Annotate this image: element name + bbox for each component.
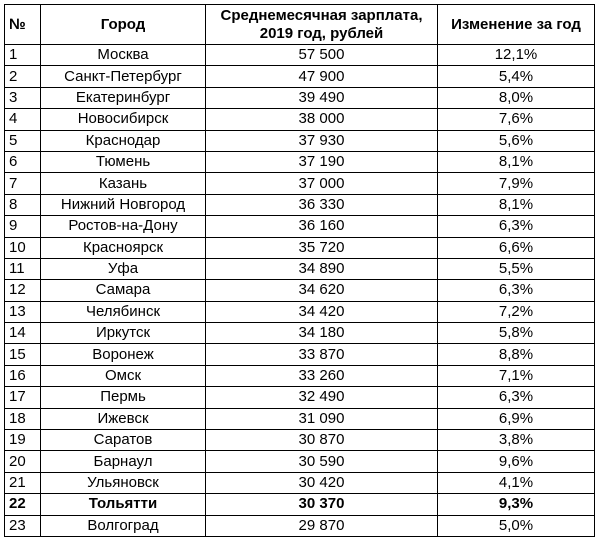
table-row [5, 344, 595, 365]
cell-change: 5,8% [438, 323, 595, 344]
header-change: Изменение за год [438, 5, 595, 45]
cell-salary: 30 370 [206, 494, 438, 515]
table-row [5, 451, 595, 472]
cell-number: 17 [5, 387, 41, 408]
cell-city: Санкт-Петербург [41, 66, 206, 87]
table-row [5, 387, 595, 408]
cell-city: Ижевск [41, 408, 206, 429]
cell-number: 2 [5, 66, 41, 87]
table-row [5, 66, 595, 87]
table-row [5, 408, 595, 429]
cell-change: 8,0% [438, 87, 595, 108]
cell-change: 4,1% [438, 472, 595, 493]
cell-change: 6,9% [438, 408, 595, 429]
cell-city: Казань [41, 173, 206, 194]
cell-salary: 37 190 [206, 151, 438, 172]
cell-salary: 33 870 [206, 344, 438, 365]
table-row [5, 301, 595, 322]
cell-city: Краснодар [41, 130, 206, 151]
cell-change: 7,9% [438, 173, 595, 194]
cell-salary: 30 870 [206, 430, 438, 451]
cell-salary: 31 090 [206, 408, 438, 429]
cell-change: 7,1% [438, 365, 595, 386]
cell-number: 14 [5, 323, 41, 344]
cell-salary: 38 000 [206, 109, 438, 130]
table-row [5, 194, 595, 215]
header-city: Город [41, 5, 206, 45]
cell-city: Иркутск [41, 323, 206, 344]
cell-number: 11 [5, 258, 41, 279]
cell-number: 5 [5, 130, 41, 151]
cell-city: Омск [41, 365, 206, 386]
cell-city: Барнаул [41, 451, 206, 472]
cell-salary: 36 330 [206, 194, 438, 215]
cell-number: 13 [5, 301, 41, 322]
table-row [5, 45, 595, 66]
cell-number: 18 [5, 408, 41, 429]
table-row [5, 280, 595, 301]
cell-number: 21 [5, 472, 41, 493]
table-row [5, 109, 595, 130]
cell-city: Красноярск [41, 237, 206, 258]
cell-change: 8,8% [438, 344, 595, 365]
table-row [5, 151, 595, 172]
cell-salary: 29 870 [206, 515, 438, 536]
cell-city: Новосибирск [41, 109, 206, 130]
cell-salary: 34 420 [206, 301, 438, 322]
cell-number: 22 [5, 494, 41, 515]
cell-change: 7,2% [438, 301, 595, 322]
table-body [5, 45, 595, 537]
cell-number: 4 [5, 109, 41, 130]
table-row [5, 515, 595, 536]
cell-number: 12 [5, 280, 41, 301]
table-row [5, 216, 595, 237]
cell-salary: 37 000 [206, 173, 438, 194]
cell-salary: 33 260 [206, 365, 438, 386]
table-row [5, 430, 595, 451]
cell-number: 20 [5, 451, 41, 472]
cell-change: 8,1% [438, 194, 595, 215]
cell-number: 16 [5, 365, 41, 386]
cell-change: 6,6% [438, 237, 595, 258]
cell-change: 6,3% [438, 216, 595, 237]
cell-city: Нижний Новгород [41, 194, 206, 215]
cell-city: Ульяновск [41, 472, 206, 493]
cell-city: Уфа [41, 258, 206, 279]
cell-number: 6 [5, 151, 41, 172]
table-row [5, 494, 595, 515]
cell-city: Пермь [41, 387, 206, 408]
cell-salary: 34 620 [206, 280, 438, 301]
table-row [5, 130, 595, 151]
cell-number: 23 [5, 515, 41, 536]
table-header-row [5, 5, 595, 45]
cell-city: Москва [41, 45, 206, 66]
cell-salary: 32 490 [206, 387, 438, 408]
cell-salary: 34 890 [206, 258, 438, 279]
cell-change: 5,5% [438, 258, 595, 279]
cell-city: Челябинск [41, 301, 206, 322]
cell-city: Волгоград [41, 515, 206, 536]
cell-salary: 37 930 [206, 130, 438, 151]
table-row [5, 323, 595, 344]
cell-change: 5,6% [438, 130, 595, 151]
cell-change: 5,4% [438, 66, 595, 87]
cell-change: 9,3% [438, 494, 595, 515]
cell-number: 9 [5, 216, 41, 237]
cell-city: Самара [41, 280, 206, 301]
cell-salary: 34 180 [206, 323, 438, 344]
header-salary: Среднемесячная зарплата, 2019 год, рублей [206, 5, 438, 45]
cell-change: 5,0% [438, 515, 595, 536]
cell-salary: 39 490 [206, 87, 438, 108]
cell-salary: 35 720 [206, 237, 438, 258]
cell-number: 19 [5, 430, 41, 451]
cell-change: 12,1% [438, 45, 595, 66]
cell-city: Саратов [41, 430, 206, 451]
cell-city: Тюмень [41, 151, 206, 172]
cell-change: 6,3% [438, 387, 595, 408]
cell-change: 7,6% [438, 109, 595, 130]
cell-salary: 30 420 [206, 472, 438, 493]
table-row [5, 472, 595, 493]
cell-city: Екатеринбург [41, 87, 206, 108]
cell-change: 8,1% [438, 151, 595, 172]
table-row [5, 173, 595, 194]
cell-salary: 47 900 [206, 66, 438, 87]
cell-number: 7 [5, 173, 41, 194]
cell-number: 3 [5, 87, 41, 108]
cell-salary: 30 590 [206, 451, 438, 472]
table-row [5, 365, 595, 386]
cell-city: Тольятти [41, 494, 206, 515]
table-row [5, 258, 595, 279]
table-row [5, 87, 595, 108]
table-row [5, 237, 595, 258]
cell-number: 8 [5, 194, 41, 215]
salary-table [4, 4, 595, 537]
cell-change: 9,6% [438, 451, 595, 472]
cell-number: 15 [5, 344, 41, 365]
cell-salary: 36 160 [206, 216, 438, 237]
header-number: № [5, 5, 41, 45]
cell-salary: 57 500 [206, 45, 438, 66]
cell-number: 1 [5, 45, 41, 66]
cell-number: 10 [5, 237, 41, 258]
cell-city: Воронеж [41, 344, 206, 365]
cell-change: 6,3% [438, 280, 595, 301]
cell-change: 3,8% [438, 430, 595, 451]
cell-city: Ростов-на-Дону [41, 216, 206, 237]
